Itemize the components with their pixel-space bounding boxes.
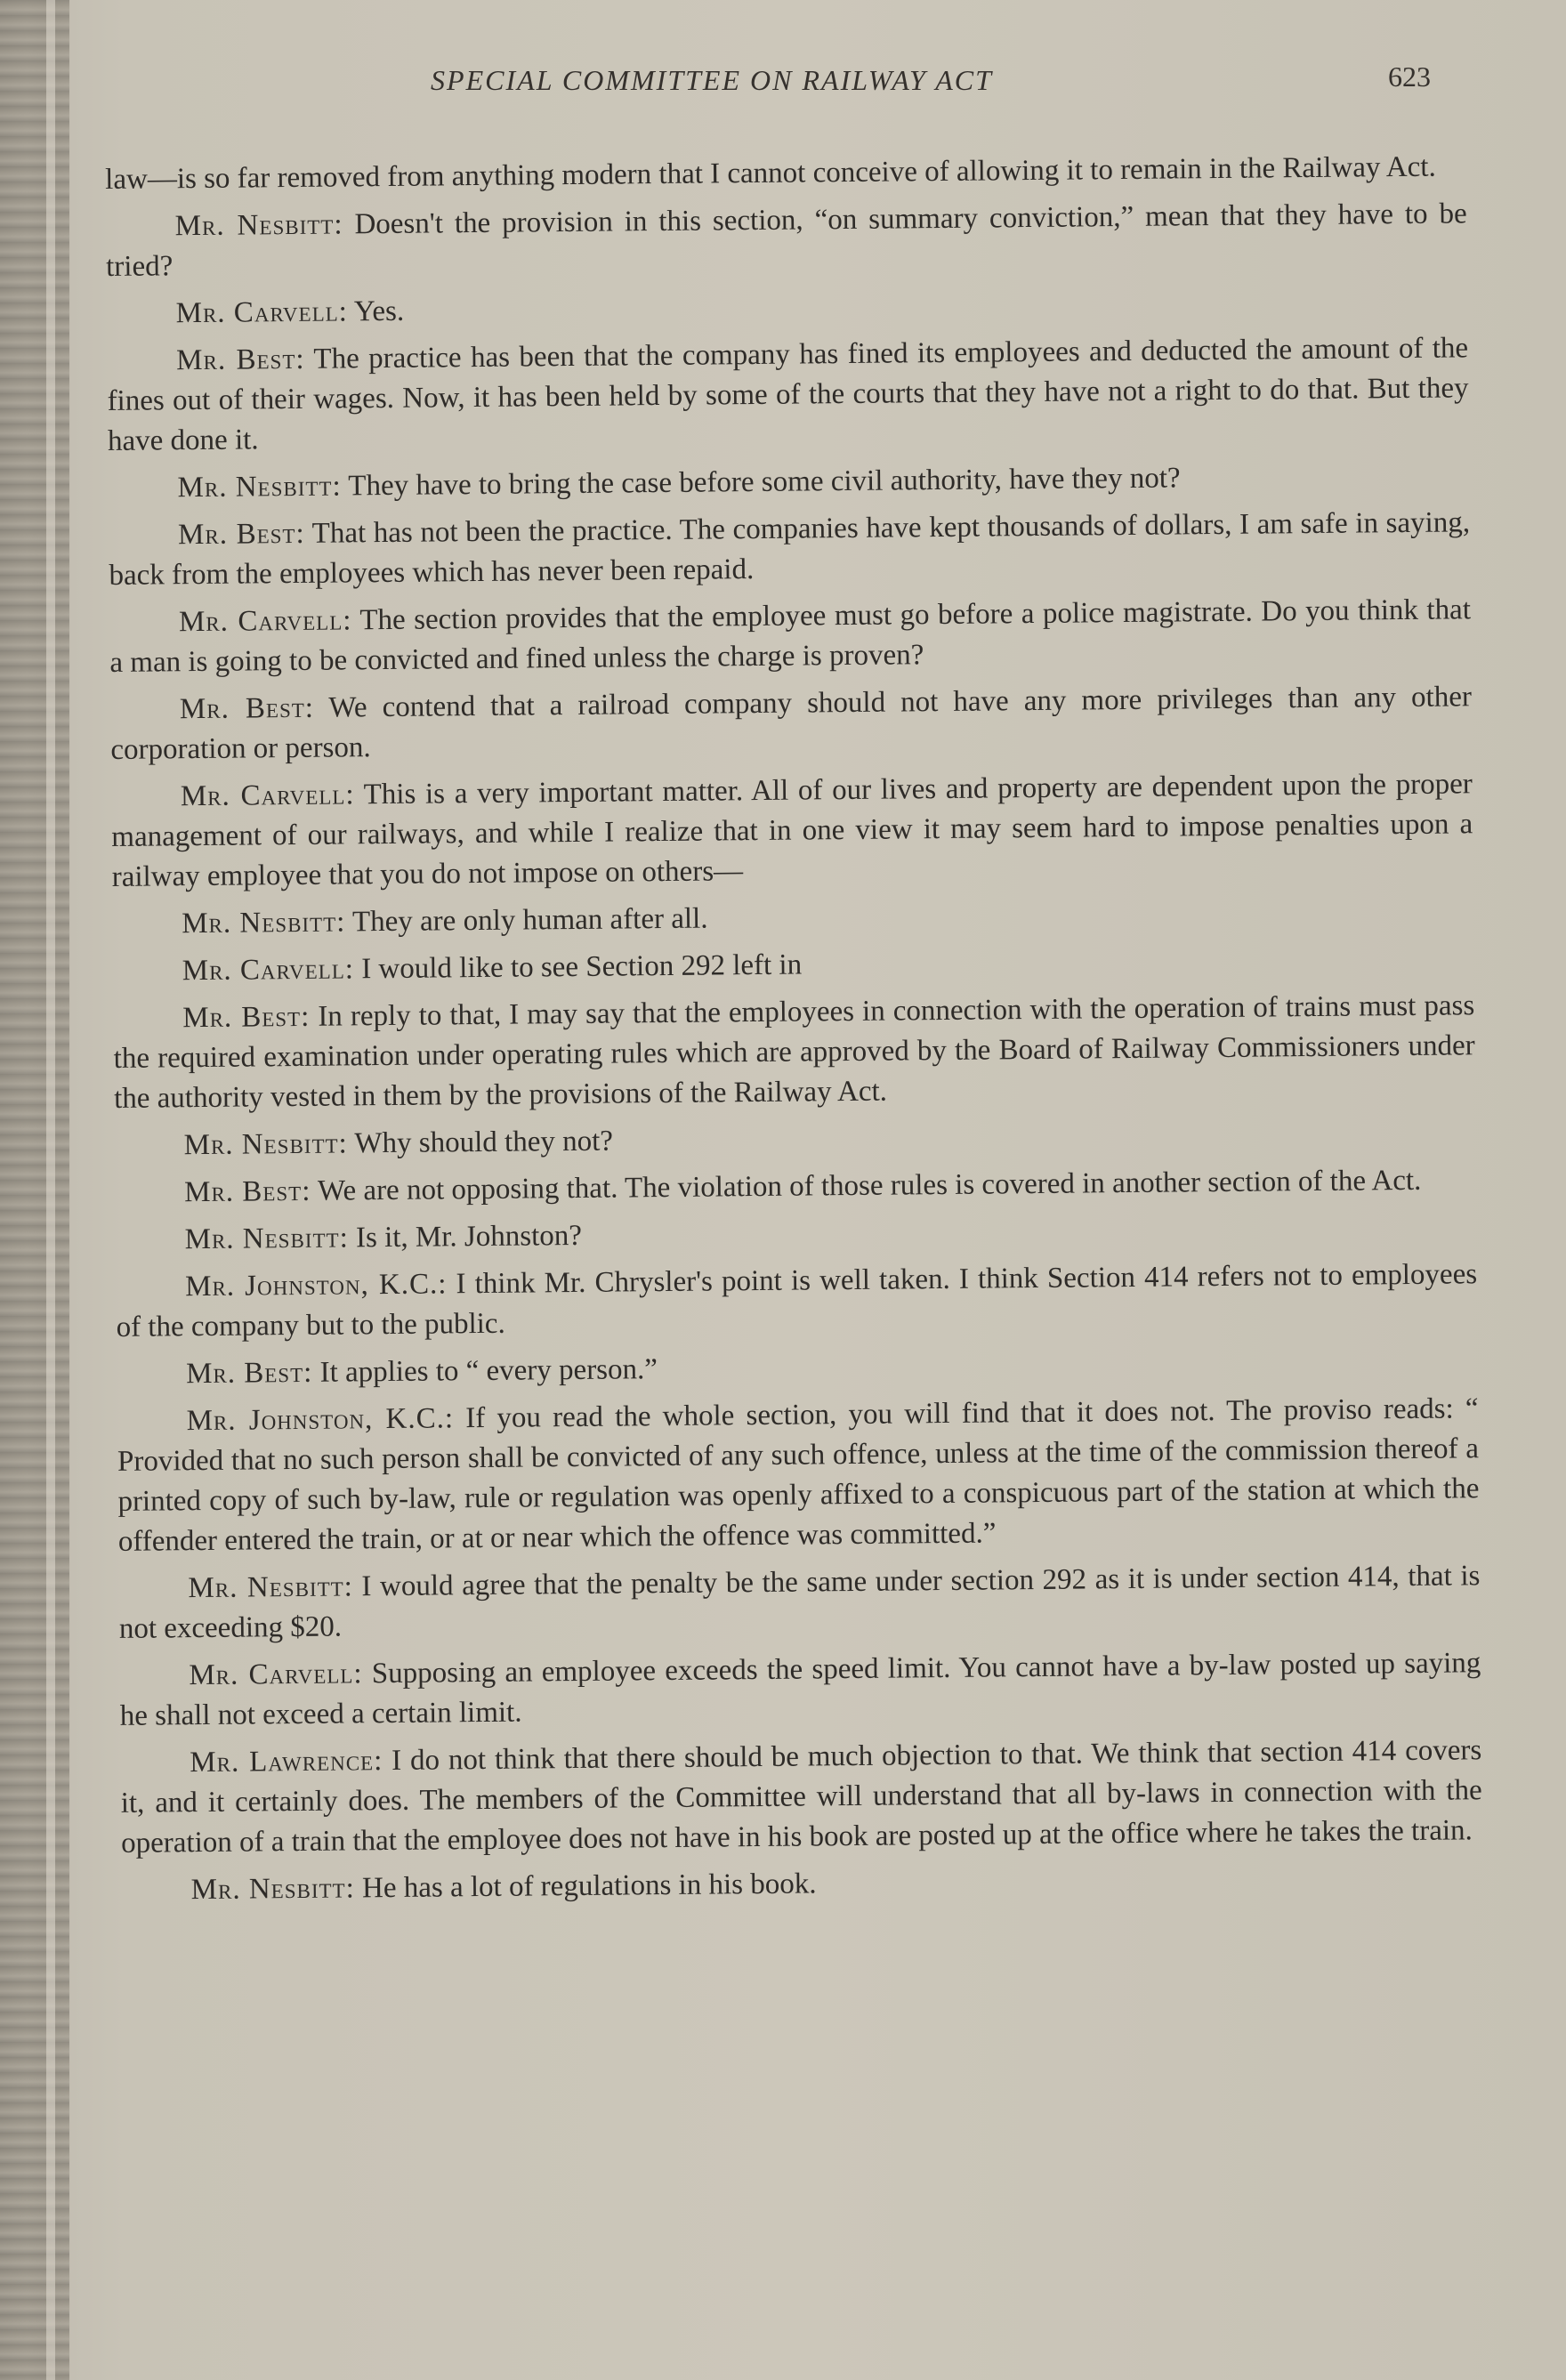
paragraph — [116, 1255, 1478, 1348]
paragraph-text: They have to bring the case before some civil authority, have they not? — [348, 462, 1181, 503]
speaker-name: Mr. Johnston, K.C.: — [186, 1402, 455, 1438]
speaker-name: Mr. Nesbitt: — [182, 906, 346, 940]
speaker-name: Mr. Carvell: — [175, 295, 349, 330]
speaker-name: Mr. Lawrence: — [190, 1745, 383, 1779]
paragraph-text: law—is so far removed from anything modern that I cannot conceive of allowing it to remain in the Railway Act. — [105, 150, 1436, 196]
paragraph — [113, 939, 1474, 992]
speaker-name: Mr. Nesbitt: — [183, 1127, 348, 1162]
paragraph-text: In reply to that, I may say that the employees in connection with the operation of trains must pass the required examination under operating rules which are approved by the Board of Railway Commissioners under the authority vested in them by the provisions of the Railway Act. — [113, 989, 1475, 1115]
paragraph — [118, 1556, 1481, 1650]
paragraph-text: This is a very important matter. All of our lives and property are dependent upon the proper management of our railways, and while I realize that in one view it may seem hard to impose penalties upon a railway employee that you do not impose on others— — [111, 768, 1473, 893]
paragraph-text: We contend that a railroad company should not have any more privileges than any other corporation or person. — [110, 681, 1473, 766]
paragraph-text: The practice has been that the company has fined its employees and deducted the amount of the fines out of their wages. Now, it has been held by some of the courts that they have not a right to do that. But they have done it. — [107, 332, 1469, 457]
paragraph-text: He has a lot of regulations in his book. — [361, 1868, 817, 1905]
paragraph — [111, 764, 1473, 898]
book-binding — [0, 0, 69, 2380]
paragraph-text: Doesn't the provision in this section, “on summary conviction,” mean that they have to be tried? — [105, 198, 1467, 283]
speaker-name: Mr. Nesbitt: — [177, 470, 342, 504]
paragraph — [114, 1113, 1475, 1166]
speaker-name: Mr. Best: — [182, 1000, 311, 1035]
speaker-name: Mr. Carvell: — [180, 779, 355, 813]
paragraph — [107, 328, 1469, 462]
speaker-name: Mr. Carvell: — [189, 1658, 363, 1692]
binding-edge — [46, 0, 55, 2380]
paragraph — [106, 281, 1467, 335]
speaker-name: Mr. Nesbitt: — [188, 1570, 354, 1605]
paragraph — [109, 503, 1471, 596]
paragraph — [113, 986, 1475, 1119]
speaker-name: Mr. Best: — [177, 517, 305, 552]
speaker-name: Mr. Carvell: — [178, 604, 352, 639]
speaker-name: Mr. Carvell: — [182, 953, 355, 988]
paragraph — [120, 1731, 1482, 1864]
paragraph-text: Yes. — [353, 294, 405, 328]
page-number: 623 — [1388, 61, 1431, 93]
paragraph-text: I would agree that the penalty be the same under section 292 as it is under section 414, that is not exceeding $20. — [118, 1560, 1481, 1645]
speaker-name: Mr. Best: — [179, 691, 315, 726]
paragraph-text: I would like to see Section 292 left in — [361, 948, 803, 986]
paragraph — [106, 194, 1468, 287]
speaker-name: Mr. Best: — [183, 1174, 311, 1209]
paragraph — [109, 590, 1472, 683]
paragraph-text: I do not think that there should be much objection to that. We think that section 414 covers it, and it certainly does. The members of the Committee will understand that all by-laws in connection with the operation of a train that the employee does not have in his book are posted up at the office where he takes the train. — [120, 1734, 1482, 1860]
paragraph-text: I think Mr. Chrysler's point is well taken. I think Section 414 refers not to employees of the company but to the public. — [116, 1258, 1478, 1343]
paragraph-text: Why should they not? — [354, 1125, 614, 1160]
paragraph — [115, 1160, 1476, 1214]
paragraph — [121, 1858, 1482, 1911]
paragraph-text: It applies to “ every person.” — [319, 1353, 658, 1389]
paragraph — [110, 677, 1473, 770]
speaker-name: Mr. Nesbitt: — [190, 1872, 355, 1907]
paragraph-text: The section provides that the employee must go before a police magistrate. Do you think that a man is going to be convicted and fined unless the charge is proven? — [109, 593, 1472, 679]
paragraph — [117, 1389, 1480, 1562]
paragraph-text: They are only human after all. — [351, 902, 708, 939]
running-title: SPECIAL COMMITTEE ON RAILWAY ACT — [431, 64, 993, 96]
paragraph — [108, 456, 1469, 509]
speaker-name: Mr. Nesbitt: — [174, 208, 343, 243]
speaker-name: Mr. Best: — [185, 1356, 313, 1391]
paragraph-text: We are not opposing that. The violation of those rules is covered in another section of the Act. — [317, 1164, 1422, 1207]
paragraph — [105, 147, 1466, 200]
paragraph-text: That has not been the practice. The companies have kept thousands of dollars, I am safe in saying, back from the employees which has never been repaid. — [109, 506, 1471, 592]
speaker-name: Mr. Johnston, K.C.: — [184, 1268, 448, 1303]
paragraph — [112, 891, 1473, 945]
paragraph — [115, 1207, 1476, 1261]
paragraph-text: Is it, Mr. Johnston? — [355, 1219, 583, 1255]
paragraph — [119, 1643, 1481, 1737]
transcript-body — [105, 147, 1483, 1918]
speaker-name: Mr. Best: — [175, 343, 305, 377]
paragraph-text: If you read the whole section, you will find that it does not. The proviso reads: “ Provided that no such person shall be convicted of any such offence, unless at the time of the commission thereof a printed copy of such by-law, rule or regulation was openly affixed to a conspicuous part of the station at which the offender entered the train, or at or near which the offence was committed.” — [117, 1392, 1480, 1558]
paragraph — [117, 1342, 1478, 1395]
speaker-name: Mr. Nesbitt: — [184, 1222, 349, 1256]
paragraph-text: Supposing an employee exceeds the speed limit. You cannot have a by-law posted up saying he shall not exceed a certain limit. — [119, 1647, 1481, 1732]
